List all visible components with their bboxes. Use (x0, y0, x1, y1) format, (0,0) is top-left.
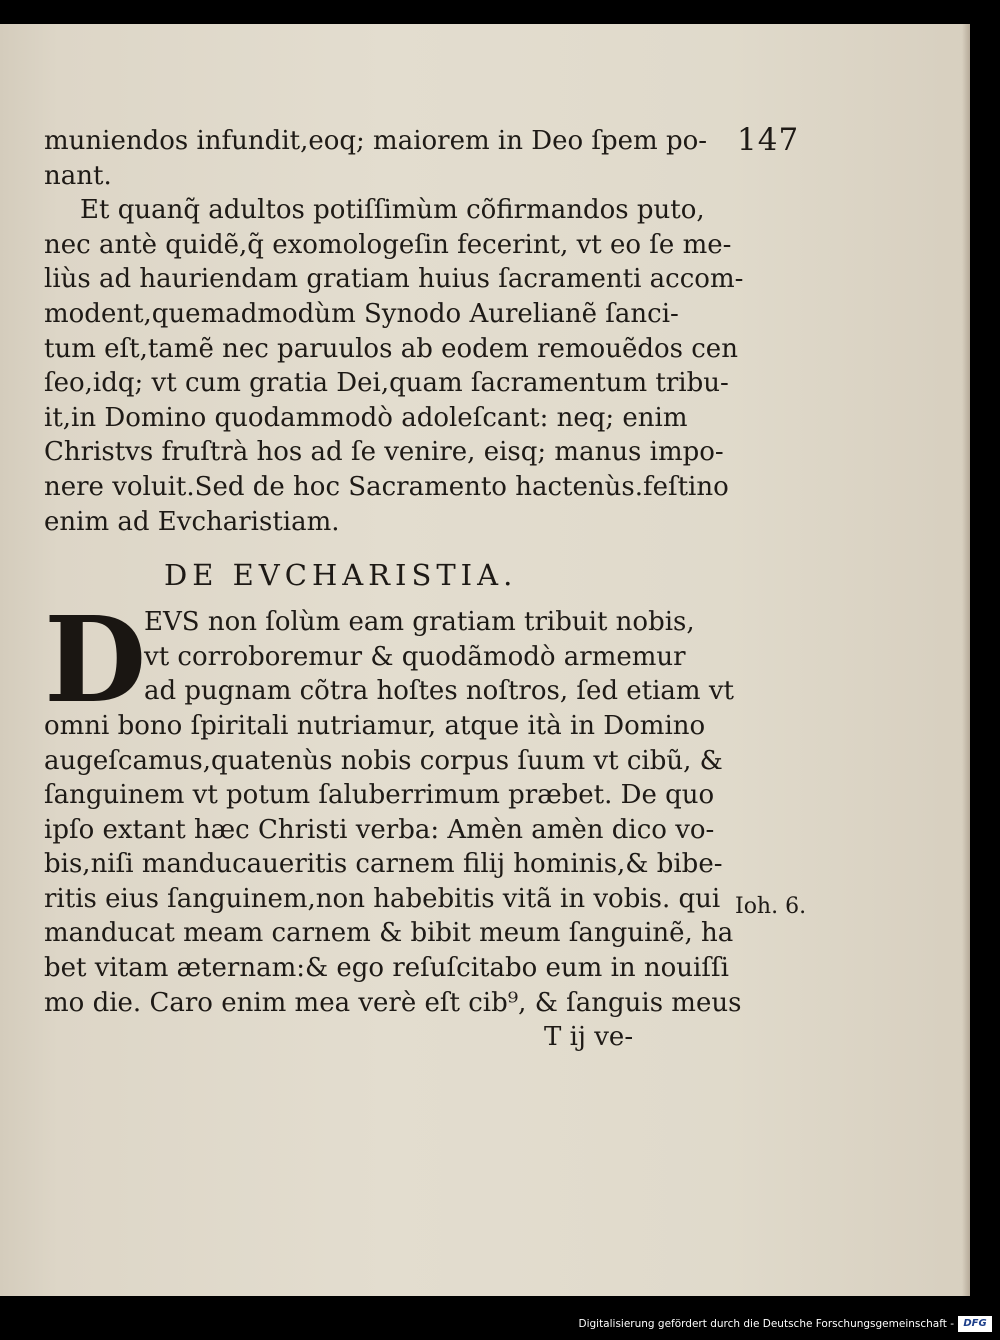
page-number: 147 (737, 122, 800, 158)
text-line: ſeo,idq; vt cum gratia Dei,quam ſacramentum tribu- (44, 368, 729, 399)
text-line: bis,niſi manducaueritis carnem filij hominis,& bibe- (44, 849, 723, 880)
text-line: ad pugnam cõtra hoſtes noſtros, ſed etiam vt (144, 676, 734, 707)
footer-bar (0, 1296, 1000, 1340)
text-line: omni bono ſpiritali nutriamur, atque ità in Domino (44, 710, 706, 741)
book-page (0, 24, 970, 1296)
text-line: enim ad Evcharistiam. (44, 506, 340, 537)
text-line: ipſo extant hæc Christi verba: Amèn amèn dico vo- (44, 814, 715, 845)
marginal-note: Ioh. 6. (735, 894, 807, 919)
text-line: EVS non ſolùm eam gratiam tribuit nobis, (144, 607, 695, 638)
dfg-logo-icon: DFG (958, 1316, 992, 1332)
text-line: manducat meam carnem & bibit meum ſanguinẽ, ha (44, 918, 734, 949)
drop-cap-initial: D (44, 590, 147, 730)
section-heading: DE EVCHARISTIA. (164, 558, 518, 593)
text-line: ritis eius ſanguinem,non habebitis vitã in vobis. qui (44, 883, 721, 914)
text-line: augeſcamus,quatenùs nobis corpus ſuum vt cibũ, & (44, 745, 723, 776)
text-line: nec antè quidẽ,q̃ exomologeſin fecerint, vt eo ſe me- (44, 229, 732, 260)
main-text-block (44, 124, 744, 1055)
text-line: Et quanq̃ adultos potiſſimùm cõfirmandos puto, (80, 195, 705, 226)
text-line: it,in Domino quodammodò adoleſcant: neq; enim (44, 402, 688, 433)
text-line: modent,quemadmodùm Synodo Aurelianẽ ſanci- (44, 298, 679, 329)
text-line: muniendos infundit,eoq; maiorem in Deo ſpem po- (44, 126, 708, 156)
text-line: vt corroboremur & quodãmodò armemur (144, 641, 686, 672)
text-line: mo die. Caro enim mea verè eſt cib⁹, & ſanguis meus (44, 987, 742, 1018)
text-line: liùs ad hauriendam gratiam huius ſacramenti accom- (44, 264, 744, 295)
text-line: nant. (44, 160, 112, 191)
catchword: T ij ve- (544, 1022, 634, 1053)
text-line: bet vitam æternam:& ego reſuſcitabo eum in nouiſſi (44, 953, 729, 984)
text-line: nere voluit.Sed de hoc Sacramento hactenùs.feſtino (44, 471, 729, 502)
funding-credit: Digitalisierung gefördert durch die Deutsche Forschungsgemeinschaft - (578, 1318, 954, 1330)
page-edge-shadow (962, 24, 970, 1296)
text-line: ſanguinem vt potum ſaluberrimum præbet. De quo (44, 780, 715, 811)
text-line: tum eſt,tamẽ nec paruulos ab eodem remouẽdos cen (44, 333, 738, 364)
text-line: Christvs fruſtrà hos ad ſe venire, eisq; manus impo- (44, 437, 724, 468)
